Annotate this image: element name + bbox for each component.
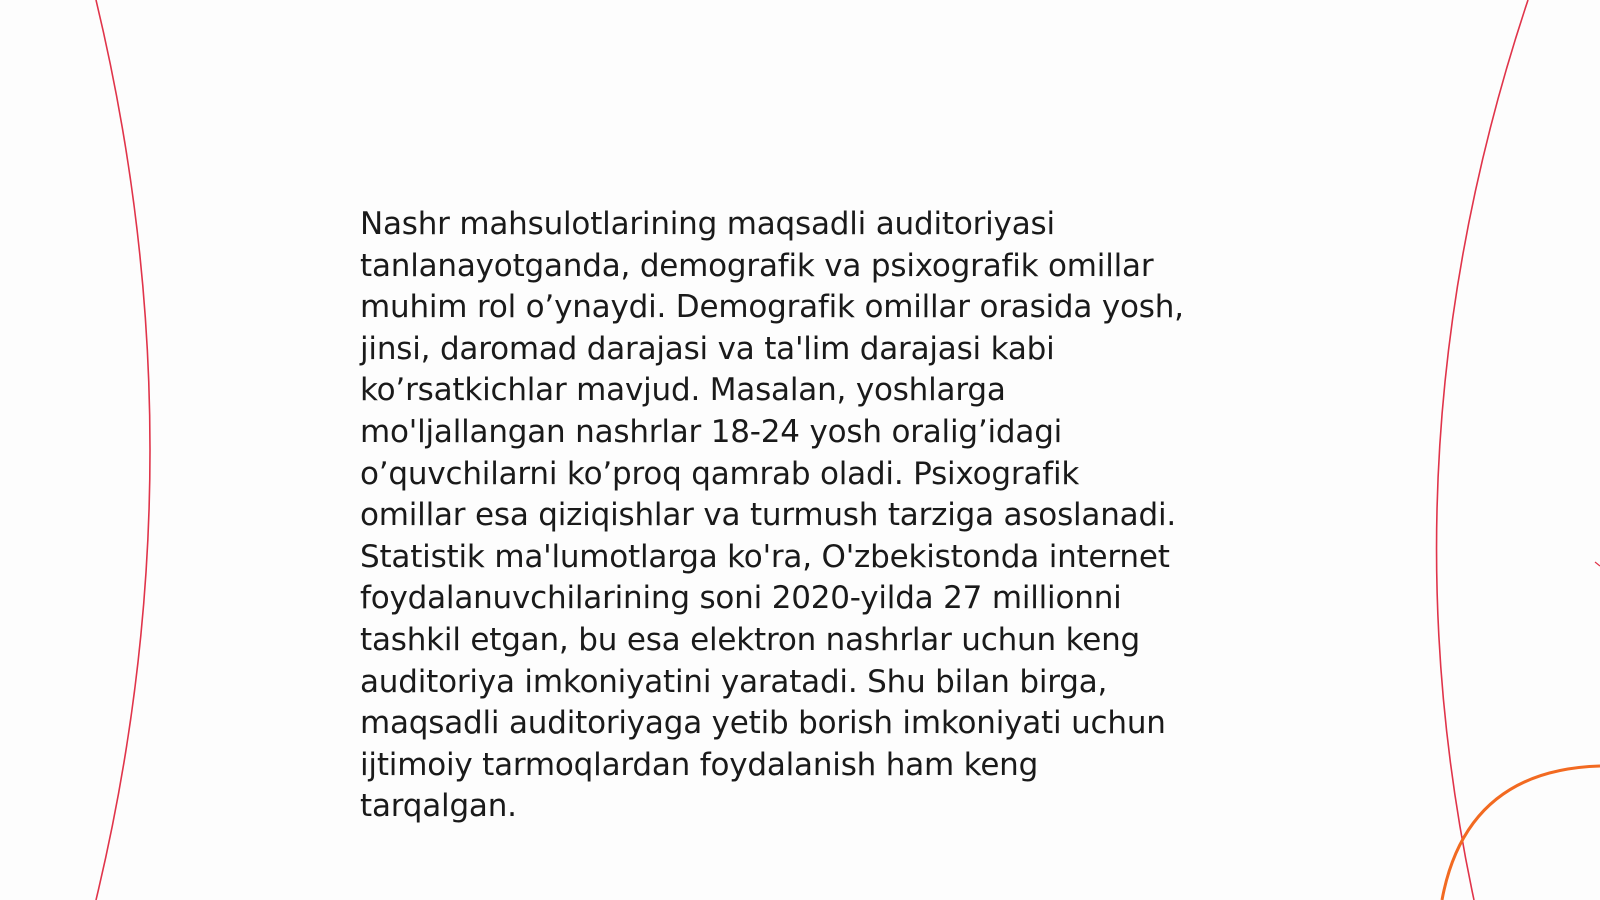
orange-arc (1442, 766, 1600, 900)
right-arc (1437, 0, 1528, 900)
body-text: Nashr mahsulotlarining maqsadli auditoriyasi tanlanayotganda, demografik va psixografik omillar muhim rol o’ynaydi. Demografik omillar orasida yosh, jinsi, daromad darajasi va ta'lim darajasi kabi ko’rsatkichlar mavjud. Masalan, yoshlarga mo'ljallangan nashrlar 18-24 yosh oralig’idagi o’quvchilarni ko’proq qamrab oladi. Psixografik omillar esa qiziqishlar va turmush tarziga asoslanadi. Statistik ma'lumotlarga ko'ra, O'zbekistonda internet foydalanuvchilarining soni 2020-yilda 27 millionni tashkil etgan, bu esa elektron nashrlar uchun keng auditoriya imkoniyatini yaratadi. Shu bilan birga, maqsadli auditoriyaga yetib borish imkoniyati uchun ijtimoiy tarmoqlardan foydalanish ham keng tarqalgan. (360, 206, 1184, 825)
right-edge-tick (1595, 562, 1600, 566)
left-arc (96, 0, 150, 900)
